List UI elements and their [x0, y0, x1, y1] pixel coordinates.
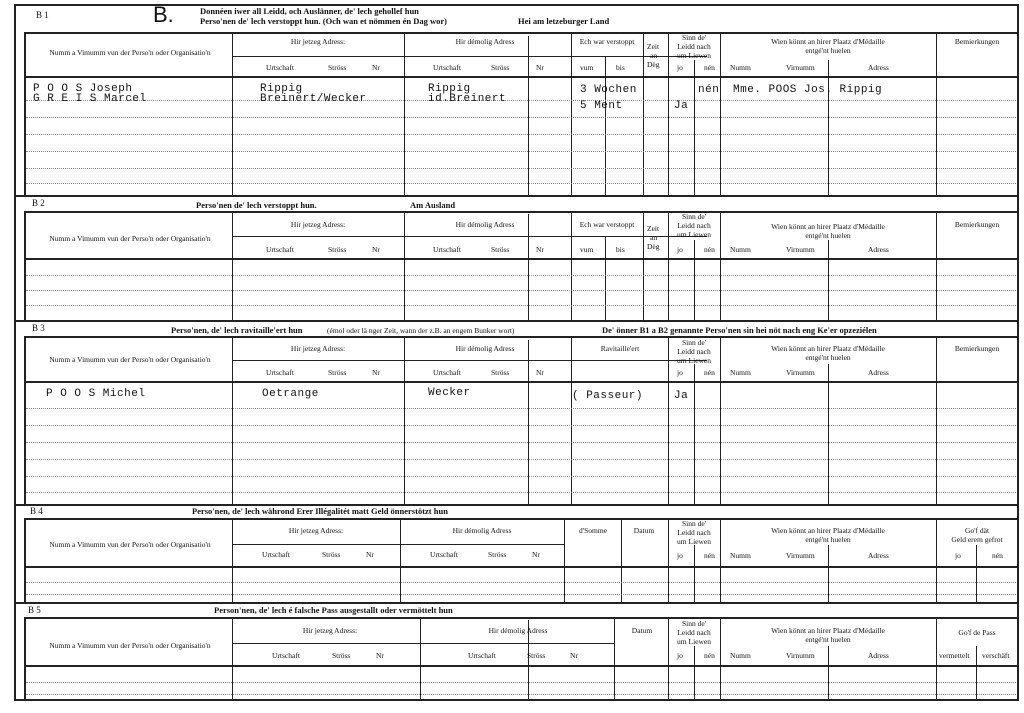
section-b2-title: Perso'nen de' lech verstoppt hun.: [196, 200, 317, 210]
col-adress: Adress: [868, 368, 889, 377]
col-medal: entgé'nt huelen: [805, 635, 851, 644]
row-line: [26, 682, 1016, 683]
col-hidden: Ech war verstoppt: [579, 220, 635, 229]
col-medal: Wien könnt an hirer Plaatz d'Médaille: [771, 526, 885, 535]
col-stross: Ströss: [328, 245, 347, 254]
col-old-addr: Hir démolig Adress: [455, 37, 515, 46]
col-stross: Ströss: [527, 651, 546, 660]
b4-col: [668, 518, 669, 602]
col-adress: Adress: [868, 651, 889, 660]
col-nr: Nr: [372, 245, 380, 254]
col-jo: jo: [677, 368, 683, 377]
col-geld: Geld erem gefrot: [951, 535, 1003, 544]
col-medal: entgé'nt huelen: [805, 353, 851, 362]
b5-col: [720, 617, 721, 701]
col-bis: bis: [616, 245, 625, 254]
entry-ravit: ( Passeur): [572, 390, 644, 402]
b2-col: [643, 211, 644, 320]
col-nr: Nr: [536, 63, 544, 72]
col-remarks: Bemierkungen: [954, 37, 1000, 46]
col-cur-addr: Hir jetzeg Adress:: [290, 37, 346, 46]
col-pass: Go'f de Pass: [958, 628, 996, 637]
header-line-1: Donnéen iwer all Leidd, och Auslänner, de' lech gehollef hun: [200, 6, 419, 16]
col-cur-addr: Hir jetzeg Adress:: [302, 626, 358, 635]
b4-col: [936, 518, 937, 602]
b2-subheader-line: [232, 236, 707, 237]
b2-left-border: [24, 211, 26, 320]
b5-sub: [694, 646, 695, 701]
b3-sub: [828, 364, 829, 504]
col-nr: Nr: [536, 368, 544, 377]
col-stross: Ströss: [332, 651, 351, 660]
b2-header-top: [24, 211, 1019, 213]
section-b3-label: B 3: [32, 323, 45, 333]
b2-col: [404, 211, 405, 320]
b3-bottom: [14, 504, 1019, 506]
col-nr: Nr: [372, 368, 380, 377]
row-line: [26, 408, 1016, 409]
col-virnumm: Virnumm: [786, 63, 815, 72]
b2-sub: [828, 240, 829, 320]
col-alive: um Liewen: [677, 51, 711, 60]
col-nr: Nr: [372, 63, 380, 72]
entry-cur-addr: Oetrange: [262, 388, 319, 400]
col-nen: nén: [992, 551, 1003, 560]
entry-jo: Ja: [674, 100, 689, 112]
col-numm: Numm: [730, 63, 751, 72]
col-alive: Sinn de': [681, 519, 707, 528]
b2-sub: [605, 236, 606, 320]
row-line: [26, 134, 1016, 135]
b5-col: [668, 617, 669, 701]
col-numm: Numm: [730, 368, 751, 377]
entry-medal: Mme. POOS Jos. Rippig: [733, 84, 883, 96]
col-jo: jo: [677, 651, 683, 660]
row-line: [26, 168, 1016, 169]
b2-col: [571, 211, 572, 320]
col-vum: vum: [580, 245, 594, 254]
b3-col: [936, 336, 937, 504]
section-b5-label: B 5: [28, 605, 41, 615]
col-ortschaft: Urtschaft: [433, 368, 461, 377]
header-line-2b: Hei am letzeburger Land: [518, 16, 610, 26]
row-line: [26, 100, 1016, 101]
b1-left-border: [24, 32, 26, 195]
b5-header-top: [24, 617, 1019, 619]
col-stross: Ströss: [491, 63, 510, 72]
col-adress: Adress: [868, 63, 889, 72]
entry-duration: 5 Ment: [580, 100, 623, 112]
b5-header-bottom: [24, 665, 1019, 667]
b1-header-bottom: [24, 76, 1019, 78]
col-nr: Nr: [532, 550, 540, 559]
b1-sub: [828, 60, 829, 195]
col-bis: bis: [616, 63, 625, 72]
col-vum: vum: [580, 63, 594, 72]
col-adress: Adress: [868, 245, 889, 254]
col-verschaft: verschäft: [982, 651, 1010, 660]
b5-col: [420, 617, 421, 701]
section-b2-label: B 2: [32, 198, 45, 208]
col-medal: Wien könnt an hirer Plaatz d'Médaille: [771, 626, 885, 635]
frame-right: [1017, 4, 1019, 701]
col-old-addr: Hir démolig Adress: [455, 220, 515, 229]
entry-old-addr: Rippig: [428, 83, 471, 95]
col-virnumm: Virnumm: [786, 368, 815, 377]
col-stross: Ströss: [491, 245, 510, 254]
col-name: Numm a Vimumm vun der Perso'n oder Organisatio'n: [49, 641, 211, 650]
row-line: [26, 459, 1016, 460]
b5-col: [232, 617, 233, 701]
b4-col: [400, 518, 401, 602]
col-alive: um Liewen: [677, 637, 711, 646]
b3-subheader-line: [232, 360, 707, 361]
col-virnumm: Virnumm: [786, 651, 815, 660]
col-stross: Ströss: [491, 368, 510, 377]
row-line: [26, 290, 1016, 291]
section-b5-title: Person'nen, de' lech é falsche Pass ausgestallt oder vermöttelt hun: [214, 605, 453, 615]
row-line: [26, 425, 1016, 426]
col-zeit: an: [650, 51, 658, 60]
col-medal: Wien könnt an hirer Plaatz d'Médaille: [771, 37, 885, 46]
b3-col: [404, 336, 405, 504]
row-line: [26, 275, 1016, 276]
col-jo: jo: [677, 63, 683, 72]
col-ortschaft: Urtschaft: [433, 63, 461, 72]
row-line: [26, 492, 1016, 493]
col-ortschaft: Urtschaft: [266, 63, 294, 72]
entry-name: P O O S Joseph: [33, 83, 133, 95]
col-numm: Numm: [730, 651, 751, 660]
frame-bottom: [14, 699, 1019, 701]
col-jo: jo: [677, 245, 683, 254]
col-alive: Leidd nach: [677, 628, 711, 637]
row-line: [26, 694, 1016, 695]
col-stross: Ströss: [328, 368, 347, 377]
col-nr: Nr: [366, 550, 374, 559]
entry-nen: nén: [698, 84, 720, 96]
col-ortschaft: Urtschaft: [262, 550, 290, 559]
col-vermettelt: vermettelt: [939, 651, 970, 660]
b2-col: [232, 211, 233, 320]
col-stross: Ströss: [488, 550, 507, 559]
b4-col: [621, 518, 622, 602]
col-name: Numm a Vimumm vun der Perso'n oder Organisatio'n: [49, 540, 211, 549]
row-line: [26, 305, 1016, 306]
col-medal: Wien könnt an hirer Plaatz d'Médaille: [771, 344, 885, 353]
b1-sub: [694, 60, 695, 195]
section-b4-title: Perso'nen, de' lech währond Erer Illégalitét matt Geld önnerstötzt hun: [192, 506, 448, 516]
col-alive: Leidd nach: [677, 42, 711, 51]
col-alive: um Liewen: [677, 356, 711, 365]
col-ortschaft: Urtschaft: [468, 651, 496, 660]
b4-col: [232, 518, 233, 602]
col-ravit: Ravitaille'ert: [600, 344, 640, 353]
row-line: [26, 476, 1016, 477]
col-old-addr: Hir démolig Adress: [455, 344, 515, 353]
col-virnumm: Virnumm: [786, 551, 815, 560]
col-cur-addr: Hir jetzeg Adress:: [290, 220, 346, 229]
entry-duration: 3 Wochen: [580, 84, 637, 96]
col-numm: Numm: [730, 551, 751, 560]
col-medal: entgé'nt huelen: [805, 231, 851, 240]
b5-col: [936, 617, 937, 701]
col-datum: Datum: [631, 626, 653, 635]
b2-col: [720, 211, 721, 320]
col-somme: d'Somme: [578, 526, 608, 535]
col-name: Numm a Vimumm vun der Perso'n oder Organisatio'n: [49, 355, 211, 364]
b3-sub: [694, 364, 695, 504]
b3-col: [571, 336, 572, 504]
col-numm: Numm: [730, 245, 751, 254]
col-zeit: Dèg: [647, 60, 660, 69]
b3-col: [668, 336, 669, 504]
col-nen: nén: [704, 63, 715, 72]
frame-left: [14, 4, 16, 701]
section-b3-title-c: De' önner B1 a B2 genannte Perso'nen sin hei nöt nach eng Ke'er opzeziélen: [602, 325, 877, 335]
b5-subheader-line: [232, 643, 614, 644]
col-medal: entgé'nt huelen: [805, 535, 851, 544]
row-line: [26, 442, 1016, 443]
b4-bottom: [14, 602, 1019, 604]
col-name: Numm a Vimumm vun der Perso'n oder Organisatio'n: [49, 234, 211, 243]
col-medal: Wien könnt an hirer Plaatz d'Médaille: [771, 222, 885, 231]
col-alive: um Liewen: [677, 230, 711, 239]
col-cur-addr: Hir jetzeg Adress:: [290, 344, 346, 353]
row-line: [26, 582, 1016, 583]
col-nr: Nr: [376, 651, 384, 660]
col-remarks: Bemierkungen: [954, 344, 1000, 353]
col-stross: Ströss: [328, 63, 347, 72]
b1-col: [571, 32, 572, 195]
col-ortschaft: Urtschaft: [430, 550, 458, 559]
b3-header-bottom: [24, 381, 1019, 383]
b1-col: [404, 32, 405, 195]
section-b1-label: B 1: [36, 10, 49, 20]
col-nen: nén: [704, 245, 715, 254]
b1-col: [668, 32, 669, 195]
col-alive: Leidd nach: [677, 221, 711, 230]
col-jo: jo: [677, 551, 683, 560]
col-nr: Nr: [570, 651, 578, 660]
b3-header-top: [24, 336, 1019, 338]
col-nen: nén: [704, 551, 715, 560]
col-nen: nén: [704, 651, 715, 660]
col-zeit: Dèg: [647, 242, 660, 251]
col-name: Numm a Vimumm vun der Perso'n oder Organisatio'n: [49, 48, 211, 57]
b3-col: [232, 336, 233, 504]
b1-bottom: [14, 195, 1019, 197]
col-datum: Datum: [633, 526, 655, 535]
b2-header-bottom: [24, 258, 1019, 260]
b4-header-bottom: [24, 566, 1019, 568]
entry-cur-addr: Rippig: [260, 83, 303, 95]
b1-col: [936, 32, 937, 195]
b4-col: [564, 518, 565, 602]
section-b4-label: B 4: [30, 506, 43, 516]
col-alive: um Liewen: [677, 537, 711, 546]
b2-sub: [694, 240, 695, 320]
b5-sub: [976, 646, 977, 701]
b2-bottom: [14, 320, 1019, 322]
col-alive: Leidd nach: [677, 347, 711, 356]
section-b2-title-b: Am Ausland: [410, 200, 456, 210]
row-line: [26, 183, 1016, 184]
b3-col: [720, 336, 721, 504]
col-alive: Leidd nach: [677, 528, 711, 537]
col-jo: jo: [955, 551, 961, 560]
col-nr: Nr: [536, 245, 544, 254]
b4-header-top: [24, 518, 1019, 520]
col-alive: Sinn de': [681, 338, 707, 347]
col-old-addr: Hir démolig Adress: [452, 526, 512, 535]
col-zeit: an: [650, 233, 658, 242]
col-alive: Sinn de': [681, 33, 707, 42]
col-alive: Sinn de': [681, 212, 707, 221]
col-ortschaft: Urtschaft: [433, 245, 461, 254]
b1-header-top: [24, 32, 1019, 34]
col-remarks: Bemierkungen: [954, 220, 1000, 229]
row-line: [26, 594, 1016, 595]
col-zeit: Zeit: [647, 42, 660, 51]
col-stross: Ströss: [322, 550, 341, 559]
b3-sub: [528, 340, 529, 504]
b1-col: [643, 32, 644, 195]
b1-col: [232, 32, 233, 195]
entry-name: P O O S Michel: [46, 388, 146, 400]
b1-sub: [528, 36, 529, 195]
b3-left-border: [24, 336, 26, 504]
col-virnumm: Virnumm: [786, 245, 815, 254]
col-old-addr: Hir démolig Adress: [488, 626, 548, 635]
b5-col: [614, 617, 615, 701]
col-adress: Adress: [868, 551, 889, 560]
b1-subheader-line: [232, 56, 707, 57]
b4-subheader-line: [232, 544, 564, 545]
section-b3-title-b: (émol oder lä nger Zeit, wann der z.B. an engem Bunker wort): [327, 326, 515, 335]
b4-left-border: [24, 518, 26, 602]
b1-col: [720, 32, 721, 195]
col-hidden: Ech war verstoppt: [579, 37, 635, 46]
b2-col: [936, 211, 937, 320]
entry-name: G R E I S Marcel: [33, 93, 147, 105]
b5-sub: [828, 646, 829, 701]
entry-old-addr: id.Breinert: [428, 93, 507, 105]
col-ortschaft: Urtschaft: [272, 651, 300, 660]
row-line: [26, 117, 1016, 118]
b5-left-border: [24, 617, 26, 701]
section-b3-title-a: Perso'nen, de' lech ravitaille'ert hun: [171, 325, 303, 335]
col-geld: Go'f dät: [964, 526, 990, 535]
b1-sub: [605, 56, 606, 195]
b2-col: [668, 211, 669, 320]
col-zeit: Zeit: [647, 224, 660, 233]
col-medal: entgé'nt huelen: [805, 46, 851, 55]
form-letter: B.: [153, 2, 174, 27]
col-nen: nén: [704, 368, 715, 377]
entry-jo: Ja: [674, 390, 689, 402]
entry-old-addr: Wecker: [428, 387, 471, 399]
col-ortschaft: Urtschaft: [266, 245, 294, 254]
header-line-2a: Perso'nen de' lech verstoppt hun. (Och wan et nömmen én Dag wor): [200, 16, 447, 26]
col-ortschaft: Urtschaft: [266, 368, 294, 377]
row-line: [26, 151, 1016, 152]
entry-cur-addr: Breinert/Wecker: [260, 93, 367, 105]
col-cur-addr: Hir jetzeg Adress:: [288, 526, 344, 535]
b4-col: [720, 518, 721, 602]
col-alive: Sinn de': [681, 619, 707, 628]
